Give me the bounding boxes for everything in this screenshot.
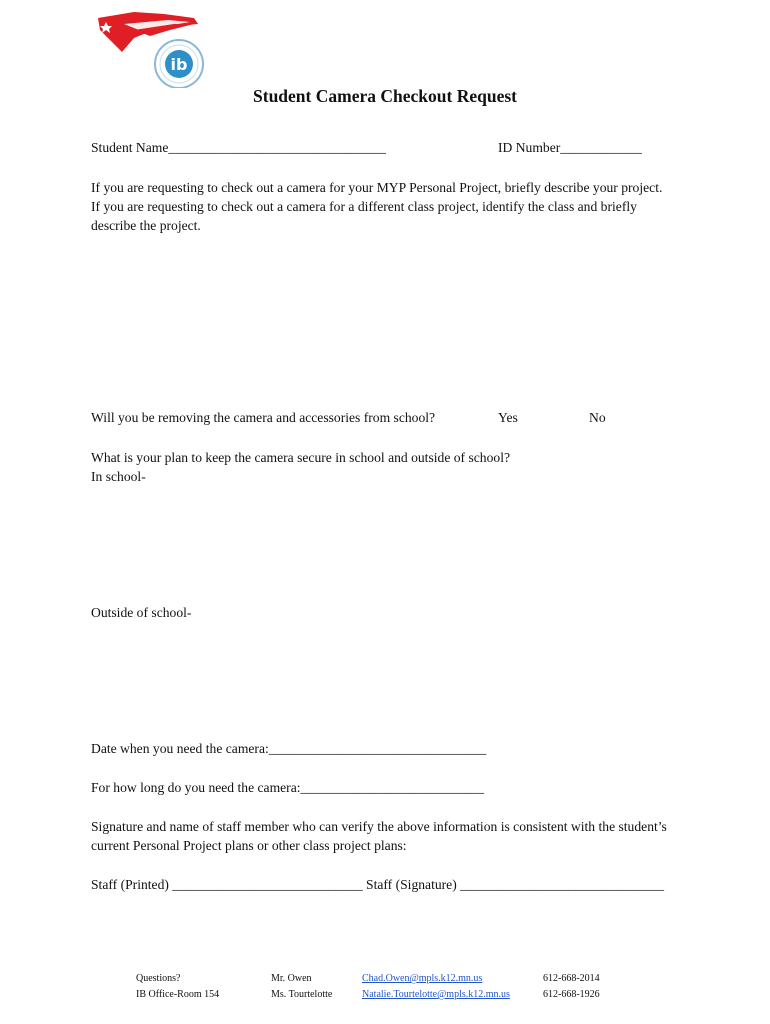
contact-name: Mr. Owen <box>271 973 312 984</box>
secure-question: What is your plan to keep the camera secure in school and outside of school? <box>91 450 511 465</box>
flag-seal-logo-icon <box>94 8 214 88</box>
removal-question: Will you be removing the camera and accessories from school? <box>91 410 436 425</box>
date-needed-field[interactable]: Date when you need the camera:________________________________ <box>91 741 487 756</box>
contact-name: Ms. Tourtelotte <box>271 989 333 1000</box>
duration-field[interactable]: For how long do you need the camera:___________________________ <box>91 780 485 795</box>
signature-instruction-line: Signature and name of staff member who can verify the above information is consistent with the student’s <box>91 819 667 834</box>
instructions-paragraph <box>91 178 691 235</box>
student-name-field[interactable]: Student Name________________________________ <box>91 140 386 155</box>
outside-school-label: Outside of school- <box>91 605 192 620</box>
contact-phone: 612-668-2014 <box>543 973 600 984</box>
contact-email-link[interactable]: Natalie.Tourtelotte@mpls.k12.mn.us <box>362 989 510 1000</box>
instruction-line: If you are requesting to check out a camera for a different class project, identify the class and briefly <box>91 199 637 214</box>
yes-option[interactable]: Yes <box>498 410 518 425</box>
staff-signature-line[interactable]: Staff (Printed) ____________________________ Staff (Signature) ______________________________ <box>91 877 665 892</box>
no-option[interactable]: No <box>589 410 606 425</box>
contact-email-link[interactable]: Chad.Owen@mpls.k12.mn.us <box>362 973 483 984</box>
office-label: IB Office-Room 154 <box>136 989 220 1000</box>
in-school-label: In school- <box>91 469 146 484</box>
contact-phone: 612-668-1926 <box>543 989 600 1000</box>
instruction-line: describe the project. <box>91 218 201 233</box>
id-number-field[interactable]: ID Number____________ <box>498 140 642 155</box>
page-title: Student Camera Checkout Request <box>253 86 517 106</box>
signature-instruction-line: current Personal Project plans or other class project plans: <box>91 838 407 853</box>
svg-text:ib: ib <box>170 55 188 74</box>
questions-label: Questions? <box>136 973 181 984</box>
school-logo <box>94 8 214 88</box>
instruction-line: If you are requesting to check out a camera for your MYP Personal Project, briefly describe your project. <box>91 180 663 195</box>
